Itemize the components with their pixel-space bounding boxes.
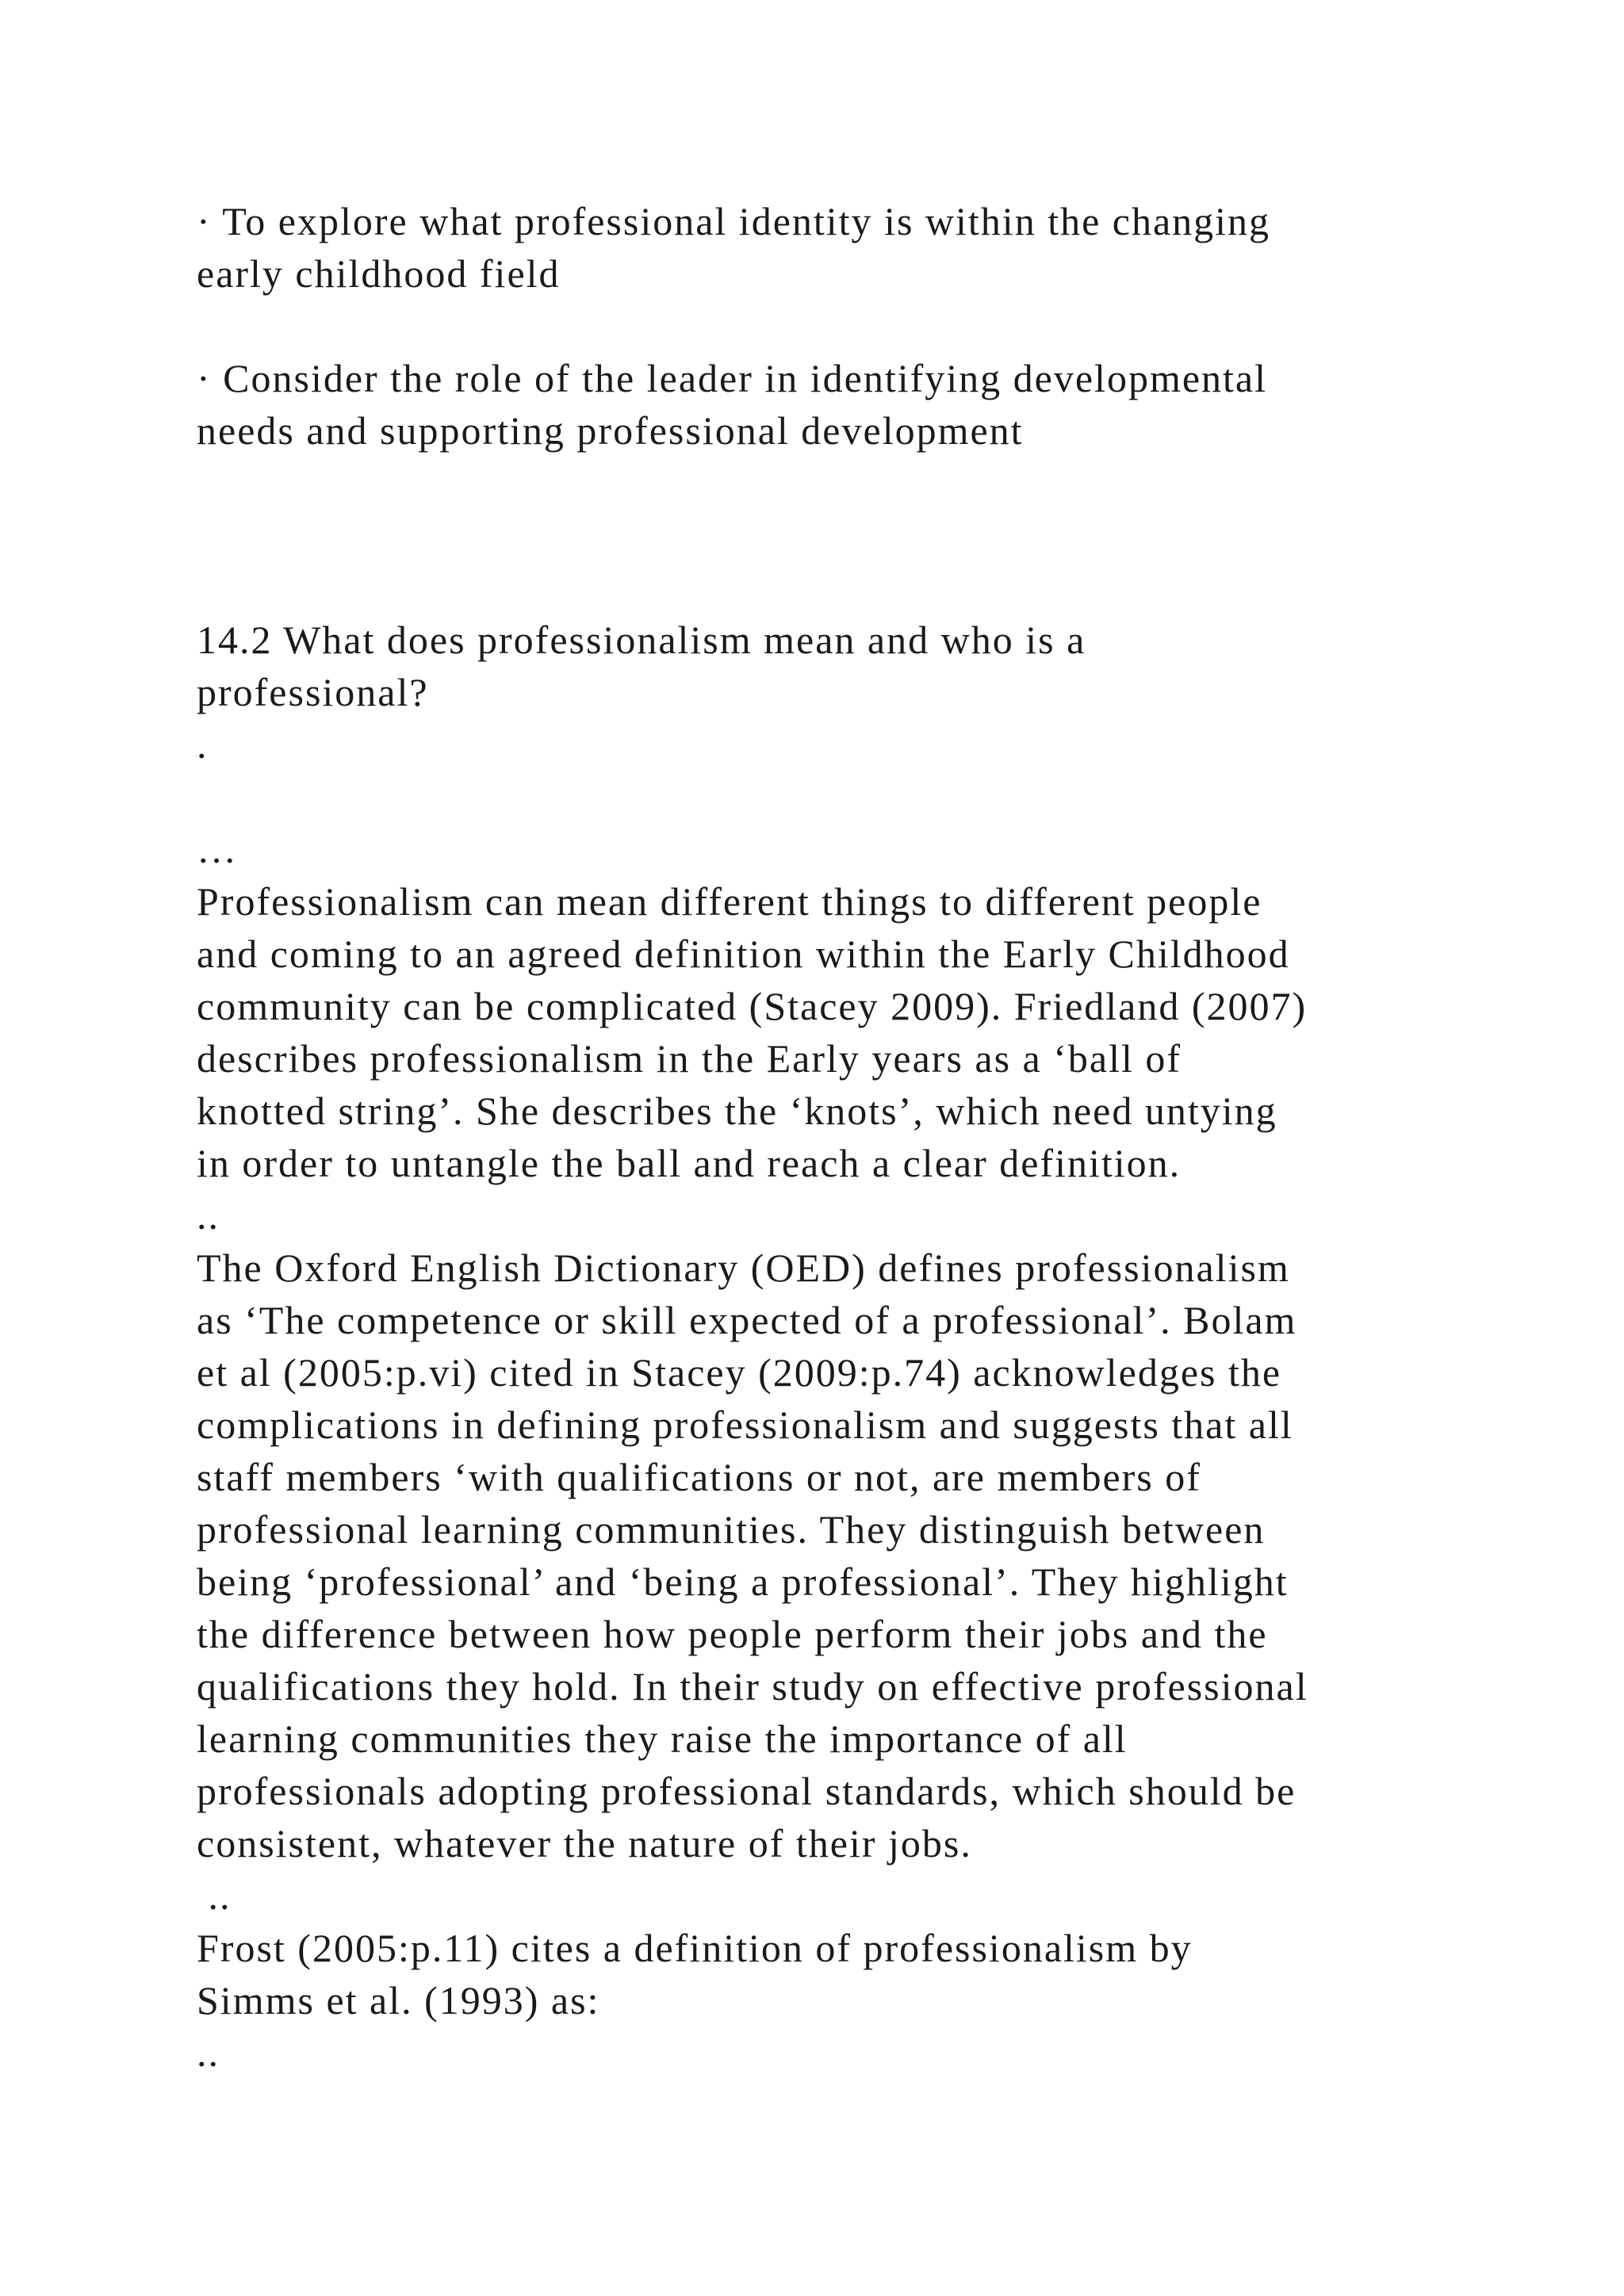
double-dot-marker-3: ..	[197, 2030, 220, 2075]
objective-bullet-2: · Consider the role of the leader in identifying developmental needs and supporting professional development	[197, 356, 1268, 453]
paragraph-oed-definition: The Oxford English Dictionary (OED) defines professionalism as ‘The competence or skill expected of a professional’. Bolam et al (2005:p.vi) cited in Stacey (2009:p.74) acknowledges the complications in defining professionalism and suggests that all staff members ‘with qualifications or not, are members of professional learning communities. They distinguish between being ‘professional’ and ‘being a professional’. They highlight the difference between how people perform their jobs and the qualifications they hold. In their study on effective professional learning communities they raise the importance of all professionals adopting professional standards, which should be consistent, whatever the nature of their jobs.	[197, 1246, 1308, 1866]
double-dot-marker-2: ..	[197, 1873, 232, 1918]
paragraph-frost-definition: Frost (2005:p.11) cites a definition of professionalism by Simms et al. (1993) as:	[197, 1926, 1193, 2022]
paragraph-professionalism-meaning: Professionalism can mean different things to different people and coming to an agreed definition within the Early Childhood community can be complicated (Stacey 2009). Friedland (2007) describes professionalism in the Early years as a ‘ball of knotted string’. She describes the ‘knots’, which need untying in order to untangle the ball and reach a clear definition.	[197, 879, 1308, 1185]
section-heading: 14.2 What does professionalism mean and who is a professional?	[197, 618, 1086, 714]
ellipsis-marker: …	[197, 827, 238, 871]
double-dot-marker-1: ..	[197, 1193, 220, 1238]
dot-marker: .	[197, 722, 209, 767]
objective-bullet-1: · To explore what professional identity is within the changing early childhood field	[197, 199, 1271, 296]
